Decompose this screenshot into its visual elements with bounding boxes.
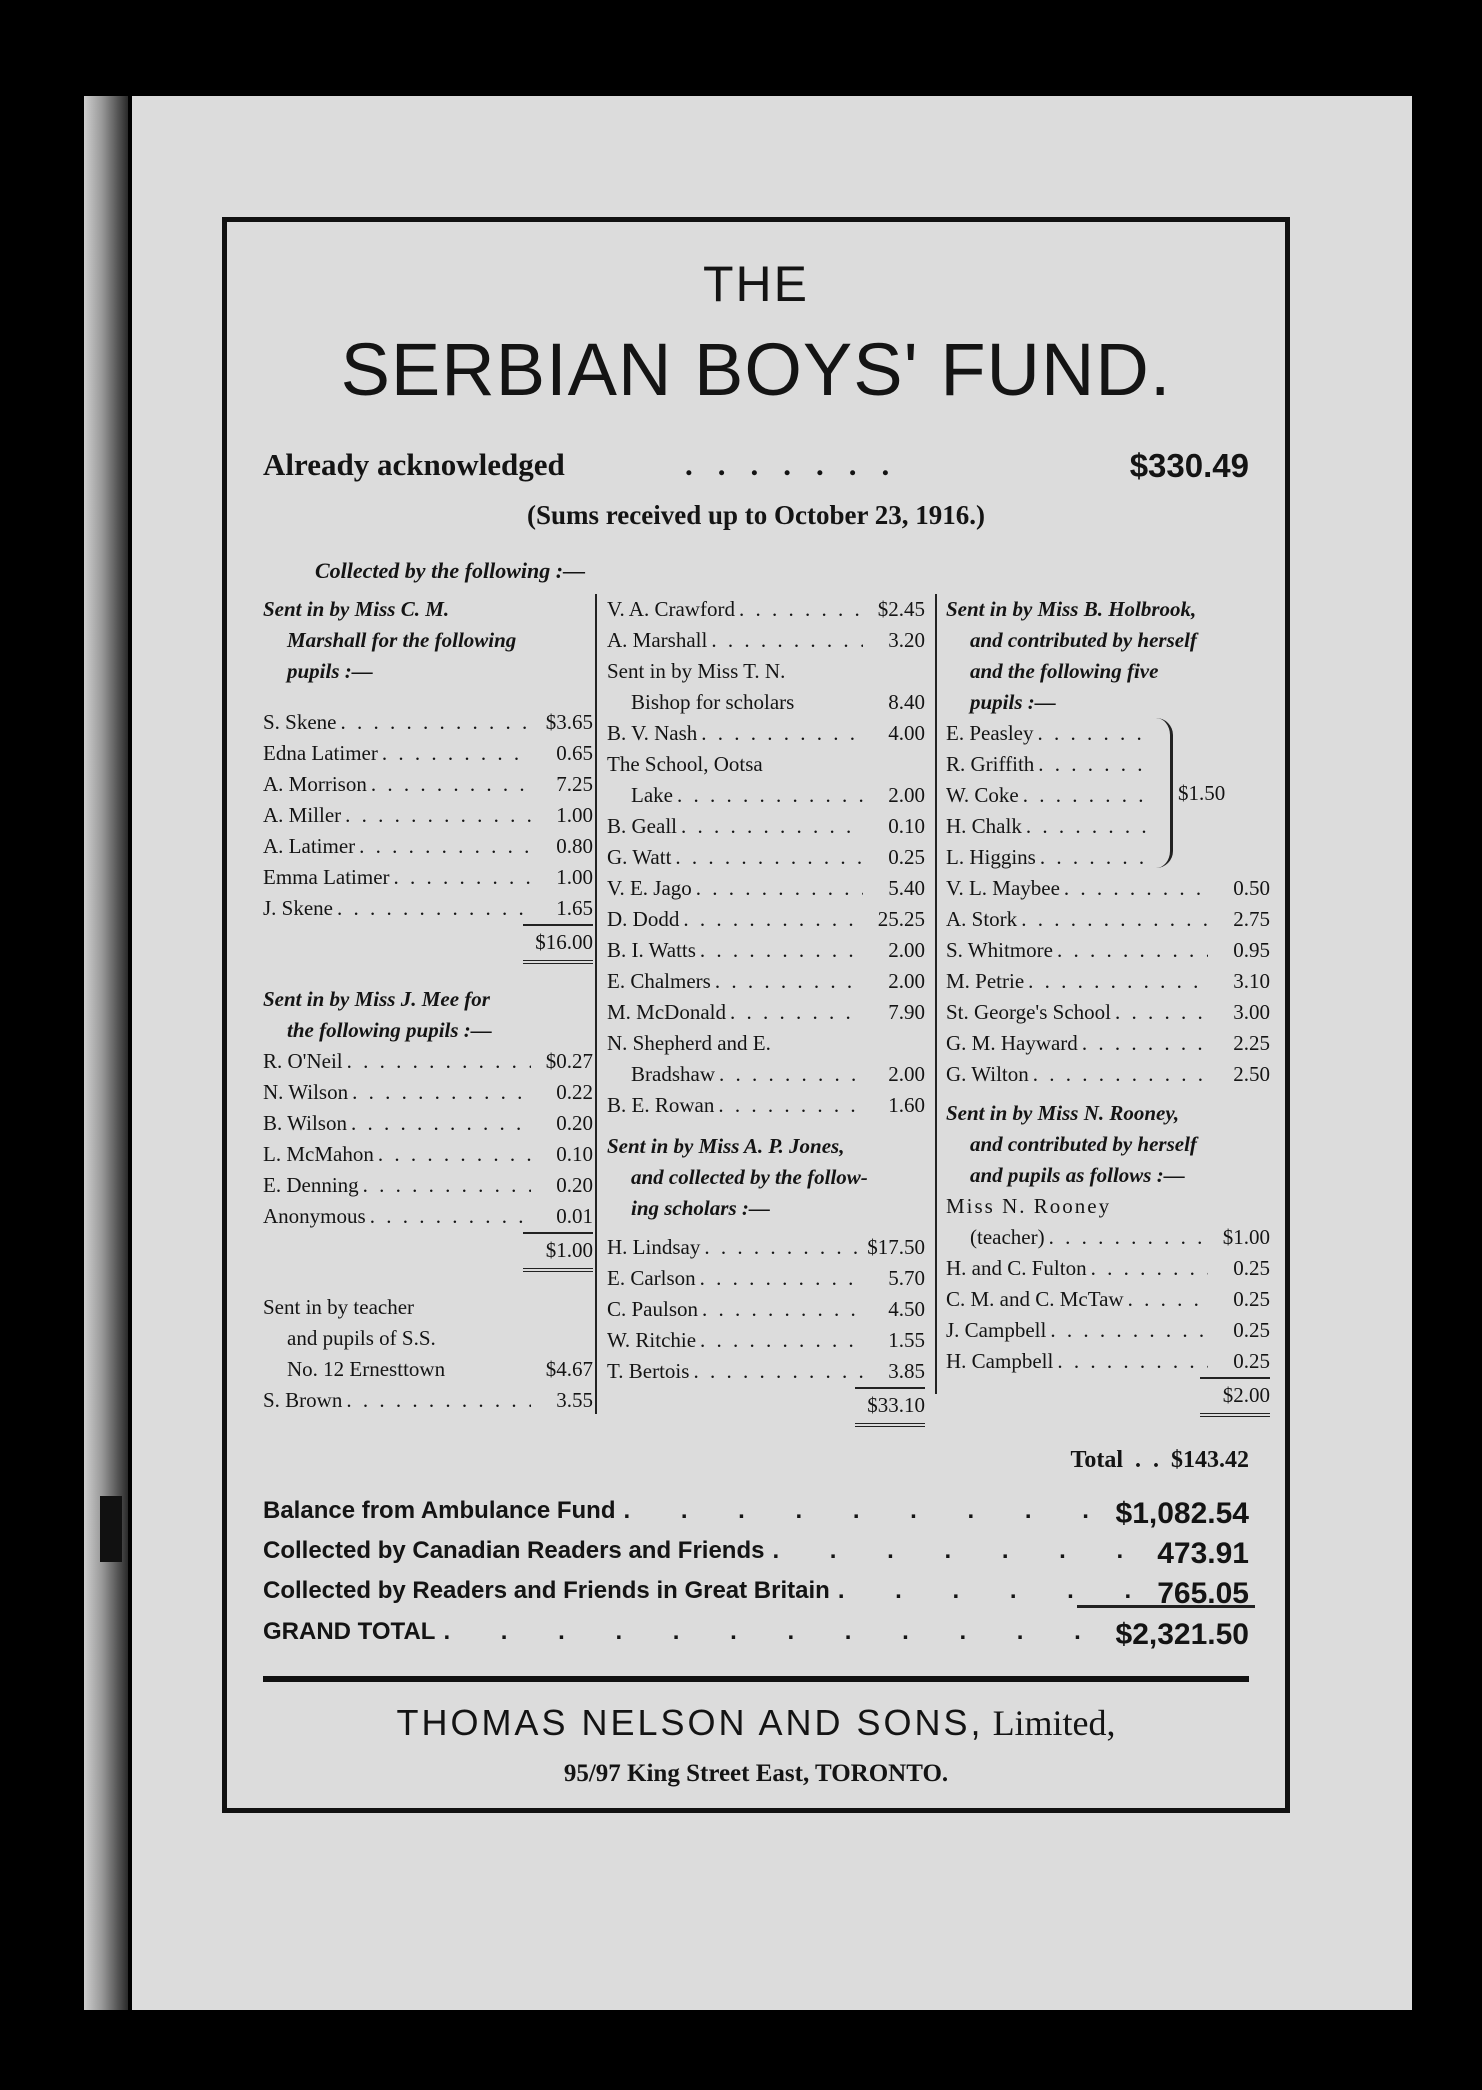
list-item: J. Skene . . . 1.65 — [263, 893, 593, 924]
list-item: B. Wilson . . . 0.20 — [263, 1108, 593, 1139]
column-3 — [946, 594, 1270, 1417]
section-header: ing scholars :— — [631, 1196, 770, 1220]
list-item: R. Griffith . . . — [946, 749, 1151, 780]
entry-text: Sent in by teacher — [263, 1295, 415, 1319]
list-item: E. Denning . . . 0.20 — [263, 1170, 593, 1201]
acknowledged-label: Already acknowledged — [263, 447, 565, 482]
list-item: H. Chalk . . . — [946, 811, 1151, 842]
total-line: Total . . $143.42 — [1070, 1447, 1249, 1473]
section-header: and contributed by herself — [970, 1132, 1197, 1156]
column-2 — [607, 594, 925, 1427]
summary-row: Collected by Readers and Friends in Great Britain . . . 765.05 — [263, 1577, 1249, 1611]
column-divider — [935, 594, 937, 1394]
list-item: A. Miller . . . 1.00 — [263, 800, 593, 831]
section-header: pupils :— — [287, 659, 373, 683]
page-spine — [84, 96, 128, 2010]
subtotal: $16.00 — [263, 924, 593, 964]
list-item: Anonymous . . . 0.01 — [263, 1201, 593, 1232]
list-item: R. O'Neil . . . $0.27 — [263, 1046, 593, 1077]
jones-list — [607, 1232, 925, 1387]
entry-text: The School, Ootsa — [607, 752, 763, 776]
list-item: C. Paulson . . . 4.50 — [607, 1294, 925, 1325]
list-item: W. Ritchie . . . 1.55 — [607, 1325, 925, 1356]
section-header: the following pupils :— — [287, 1018, 492, 1042]
list-item: A. Marshall . . . 3.20 — [607, 625, 925, 656]
list-item: G. M. Hayward . . . 2.25 — [946, 1028, 1270, 1059]
section-header: Sent in by Miss C. M. — [263, 597, 450, 621]
subtotal: $2.00 — [946, 1377, 1270, 1417]
section-header: and pupils as follows :— — [970, 1163, 1185, 1187]
publisher-address: 95/97 King Street East, TORONTO. — [563, 1760, 949, 1787]
list-item: A. Stork . . . 2.75 — [946, 904, 1270, 935]
list-item: G. Watt . . . 0.25 — [607, 842, 925, 873]
collected-by-heading: Collected by the following :— — [315, 558, 586, 583]
column-1 — [263, 594, 593, 1416]
list-item: E. Chalmers . . . 2.00 — [607, 966, 925, 997]
list-item: S. Whitmore . . . 0.95 — [946, 935, 1270, 966]
section-header: Sent in by Miss J. Mee for — [263, 987, 490, 1011]
section-header: and collected by the follow- — [631, 1165, 868, 1189]
list-item: M. Petrie . . . 3.10 — [946, 966, 1270, 997]
subtotal: $33.10 — [607, 1387, 925, 1427]
section-header: and contributed by herself — [970, 628, 1197, 652]
holbrook-more-list — [946, 873, 1270, 1090]
list-item: H. and C. Fulton . . . 0.25 — [946, 1253, 1270, 1284]
holbrook-list — [946, 718, 1151, 873]
marshall-list — [263, 707, 593, 924]
entry-text: Sent in by Miss T. N. — [607, 659, 786, 683]
list-item: T. Bertois . . . 3.85 — [607, 1356, 925, 1387]
grand-total-row: GRAND TOTAL . . . $2,321.50 — [263, 1618, 1249, 1652]
list-item: D. Dodd . . . 25.25 — [607, 904, 925, 935]
list-item: E. Peasley . . . — [946, 718, 1151, 749]
list-item: H. Campbell . . . 0.25 — [946, 1346, 1270, 1377]
list-item: G. Wilton . . . 2.50 — [946, 1059, 1270, 1090]
section-header: and the following five — [970, 659, 1159, 683]
list-item: Lake . . . 2.00 — [607, 780, 925, 811]
list-item: V. E. Jago . . . 5.40 — [607, 873, 925, 904]
list-item: No. 12 Ernesttown $4.67 — [287, 1357, 593, 1381]
holbrook-group — [946, 718, 1270, 873]
page-title: SERBIAN BOYS' FUND. — [340, 328, 1172, 411]
sums-note: (Sums received up to October 23, 1916.) — [527, 500, 985, 530]
section-header: Sent in by Miss B. Holbrook, — [946, 597, 1197, 621]
list-item: V. L. Maybee . . . 0.50 — [946, 873, 1270, 904]
leader-dots: ....... — [685, 447, 915, 482]
list-item: A. Morrison . . . 7.25 — [263, 769, 593, 800]
notice-frame — [222, 217, 1290, 1813]
summary-row: Balance from Ambulance Fund . . . $1,082.54 — [263, 1497, 1249, 1531]
list-item: V. A. Crawford . . . $2.45 — [607, 594, 925, 625]
list-item: S. Skene . . . $3.65 — [263, 707, 593, 738]
section-header: Marshall for the following — [287, 628, 517, 652]
list-b — [607, 811, 925, 1028]
list-item: H. Lindsay . . . $17.50 — [607, 1232, 925, 1263]
rooney-list — [946, 1253, 1270, 1377]
list-item: Bishop for scholars 8.40 — [631, 690, 925, 714]
list-item: L. McMahon . . . 0.10 — [263, 1139, 593, 1170]
mee-list — [263, 1046, 593, 1232]
list-item: St. George's School . . . 3.00 — [946, 997, 1270, 1028]
list-item: B. I. Watts . . . 2.00 — [607, 935, 925, 966]
acknowledged-value: $330.49 — [1129, 447, 1249, 484]
list-a — [607, 594, 925, 656]
section-header: pupils :— — [970, 690, 1056, 714]
list-item: Edna Latimer . . . 0.65 — [263, 738, 593, 769]
list-item: M. McDonald . . . 7.90 — [607, 997, 925, 1028]
title-the: THE — [703, 256, 809, 312]
list-item: B. Geall . . . 0.10 — [607, 811, 925, 842]
list-item: W. Coke . . . — [946, 780, 1151, 811]
list-item: B. E. Rowan . . . 1.60 — [607, 1090, 925, 1121]
list-item: C. M. and C. McTaw . . . 0.25 — [946, 1284, 1270, 1315]
list-item: Bradshaw . . . 2.00 — [607, 1059, 925, 1090]
list-item: A. Latimer . . . 0.80 — [263, 831, 593, 862]
list-item: N. Wilson . . . 0.22 — [263, 1077, 593, 1108]
list-item: S. Brown . . . 3.55 — [263, 1385, 593, 1416]
list-item: E. Carlson . . . 5.70 — [607, 1263, 925, 1294]
publisher-line: THOMAS NELSON AND SONS, Limited, — [396, 1702, 1116, 1743]
section-header: Sent in by Miss N. Rooney, — [946, 1101, 1180, 1125]
entry-text: N. Shepherd and E. — [607, 1031, 771, 1055]
list-item: Emma Latimer . . . 1.00 — [263, 862, 593, 893]
list-item: L. Higgins . . . — [946, 842, 1151, 873]
sum-rule — [1077, 1605, 1255, 1608]
section-header: Sent in by Miss A. P. Jones, — [607, 1134, 845, 1158]
entry-text: and pupils of S.S. — [287, 1326, 436, 1350]
list-item: J. Campbell . . . 0.25 — [946, 1315, 1270, 1346]
list-item: (teacher) . . . $1.00 — [946, 1222, 1270, 1253]
summary-row: Collected by Canadian Readers and Friends . . . 473.91 — [263, 1537, 1249, 1571]
divider — [263, 1676, 1249, 1682]
column-divider — [595, 594, 597, 1414]
brace-mark — [1156, 718, 1173, 868]
list-item: B. V. Nash . . . 4.00 — [607, 718, 925, 749]
binding-tab — [100, 1496, 122, 1562]
subtotal: $1.00 — [263, 1232, 593, 1272]
group-value: $1.50 — [1178, 781, 1226, 805]
entry-text: Miss N. Rooney — [946, 1194, 1112, 1218]
